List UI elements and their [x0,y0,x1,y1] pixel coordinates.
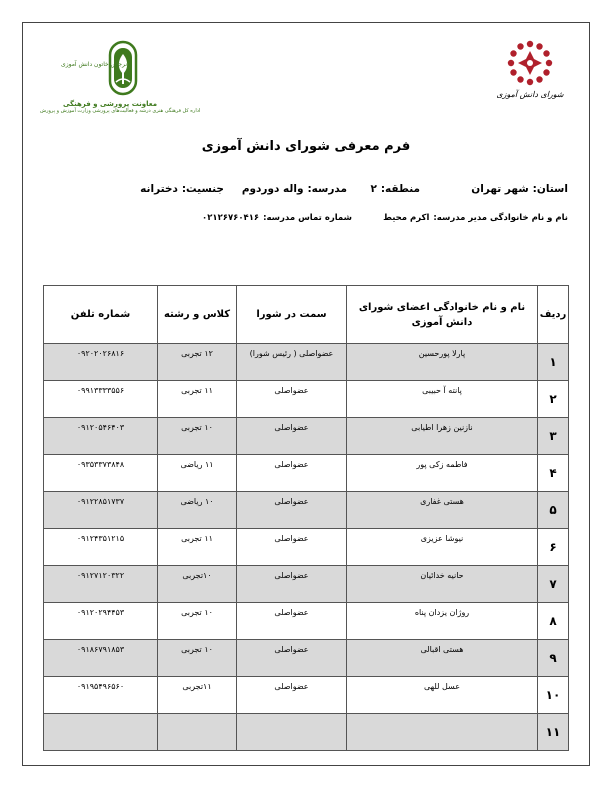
council-role: عضواصلی [237,492,347,529]
principal-label: نام و نام خانوادگی مدیر مدرسه: [433,213,568,223]
row-number: ۱۱ [538,714,569,751]
school-field [242,183,347,195]
student-council-emblem-icon [504,38,556,88]
member-name: نیوشا عزیزی [347,529,538,566]
principal-value: اکرم محیط [383,213,430,223]
phone-number: ۰۹۱۸۶۷۹۱۸۵۳ [44,640,158,677]
phone-number: ۰۹۲۰۲۰۲۶۸۱۶ [44,344,158,381]
council-role: عضواصلی [237,640,347,677]
row-number: ۵ [538,492,569,529]
table-row [44,566,569,603]
phone-number: ۰۹۱۲۰۵۴۶۴۰۳ [44,418,158,455]
member-name: حانیه خدائیان [347,566,538,603]
class-major: ۱۱ ریاضی [158,455,237,492]
province-field [471,183,568,195]
tulip-emblem-icon [60,40,140,98]
class-major: ۱۰ تجربی [158,640,237,677]
student-council-logo [495,38,565,99]
table-row [44,529,569,566]
member-name: روژان یزدان پناه [347,603,538,640]
council-role: عضواصلی [237,566,347,603]
phone-number: ۰۹۱۲۴۳۵۱۲۱۵ [44,529,158,566]
class-major: ۱۰ ریاضی [158,492,237,529]
cultural-deputy-logo [40,40,201,114]
office-name: اداره کل فرهنگی هنری درشه و فعالیت‌های پرورشی وزارت آموزش و پرورش [40,108,201,114]
header-class-major: کلاس و رشته [158,286,237,344]
header-member-name: نام و نام خانوادگی اعضای شورای دانش آموزی [347,286,538,344]
table-row [44,344,569,381]
council-role: عضواصلی [237,455,347,492]
school-phone-field [202,213,352,223]
row-number: ۷ [538,566,569,603]
form-title: فرم معرفی شورای دانش آموزی [201,139,411,154]
row-number: ۱ [538,344,569,381]
member-name: هستی غفاری [347,492,538,529]
header-council-role: سمت در شورا [237,286,347,344]
deputy-name: معاونت پرورشی و فرهنگی [62,100,158,108]
province-value: شهر تهران [471,183,529,195]
class-major: ۱۲ تجربی [158,344,237,381]
row-number: ۲ [538,381,569,418]
council-role: عضواصلی ( رئیس شورا) [237,344,347,381]
council-role: عضواصلی [237,418,347,455]
council-caption: شورای دانش آموزی [496,90,564,99]
member-name: نازنین زهرا اطیابی [347,418,538,455]
table-row [44,455,569,492]
member-name: هستی اقبالی [347,640,538,677]
row-number: ۹ [538,640,569,677]
table-row [44,418,569,455]
school-value: واله دوردوم [241,183,304,195]
table-row [44,714,569,751]
phone-number: ۰۹۱۲۰۲۹۴۴۵۳ [44,603,158,640]
class-major: ۱۰ تجربی [158,418,237,455]
gender-value: دخترانه [140,183,178,195]
region-field [370,183,420,195]
council-role [237,714,347,751]
region-value: ۲ [370,183,377,195]
row-number: ۳ [538,418,569,455]
phone-number: ۰۹۹۱۳۳۳۳۵۵۶ [44,381,158,418]
member-name: فاطمه زکی پور [347,455,538,492]
row-number: ۸ [538,603,569,640]
table-row [44,603,569,640]
school-label: مدرسه: [307,183,347,195]
member-name [347,714,538,751]
phone-number: ۰۹۱۲۲۸۵۱۷۳۷ [44,492,158,529]
phone-number: ۰۹۱۲۷۱۲۰۳۲۲ [44,566,158,603]
school-phone-label: شماره تماس مدرسه: [263,213,352,223]
class-major: ۱۱ تجربی [158,381,237,418]
region-label: منطقه: [380,183,420,195]
table-row [44,381,569,418]
table-row [44,677,569,714]
council-role: عضواصلی [237,603,347,640]
council-members-table [43,285,569,751]
council-role: عضواصلی [237,677,347,714]
phone-number [44,714,158,751]
principal-field [383,213,568,223]
header-phone-number: شماره تلفن [44,286,158,344]
member-name: عسل للهی [347,677,538,714]
emblem-caption: نرجس خاتون دانش آموزی [60,61,128,68]
council-role: عضواصلی [237,529,347,566]
class-major: ۱۰ تجربی [158,603,237,640]
table-row [44,492,569,529]
member-name: پارلا پورحسین [347,344,538,381]
row-number: ۱۰ [538,677,569,714]
table-header-row [44,286,569,344]
class-major: ۱۰تجربی [158,566,237,603]
row-number: ۴ [538,455,569,492]
gender-field [140,183,224,195]
class-major: ۱۱ تجربی [158,529,237,566]
council-role: عضواصلی [237,381,347,418]
class-major: ۱۱تجربی [158,677,237,714]
school-phone-value: ۰۲۱۲۶۷۶۰۴۱۶ [202,213,260,223]
gender-label: جنسیت: [181,183,224,195]
row-number: ۶ [538,529,569,566]
phone-number: ۰۹۱۹۵۴۹۶۵۶۰ [44,677,158,714]
class-major [158,714,237,751]
table-row [44,640,569,677]
header-row-number: ردیف [538,286,569,344]
province-label: استان: [532,183,568,195]
phone-number: ۰۹۳۵۳۳۷۳۸۴۸ [44,455,158,492]
member-name: پانته آ حبیبی [347,381,538,418]
